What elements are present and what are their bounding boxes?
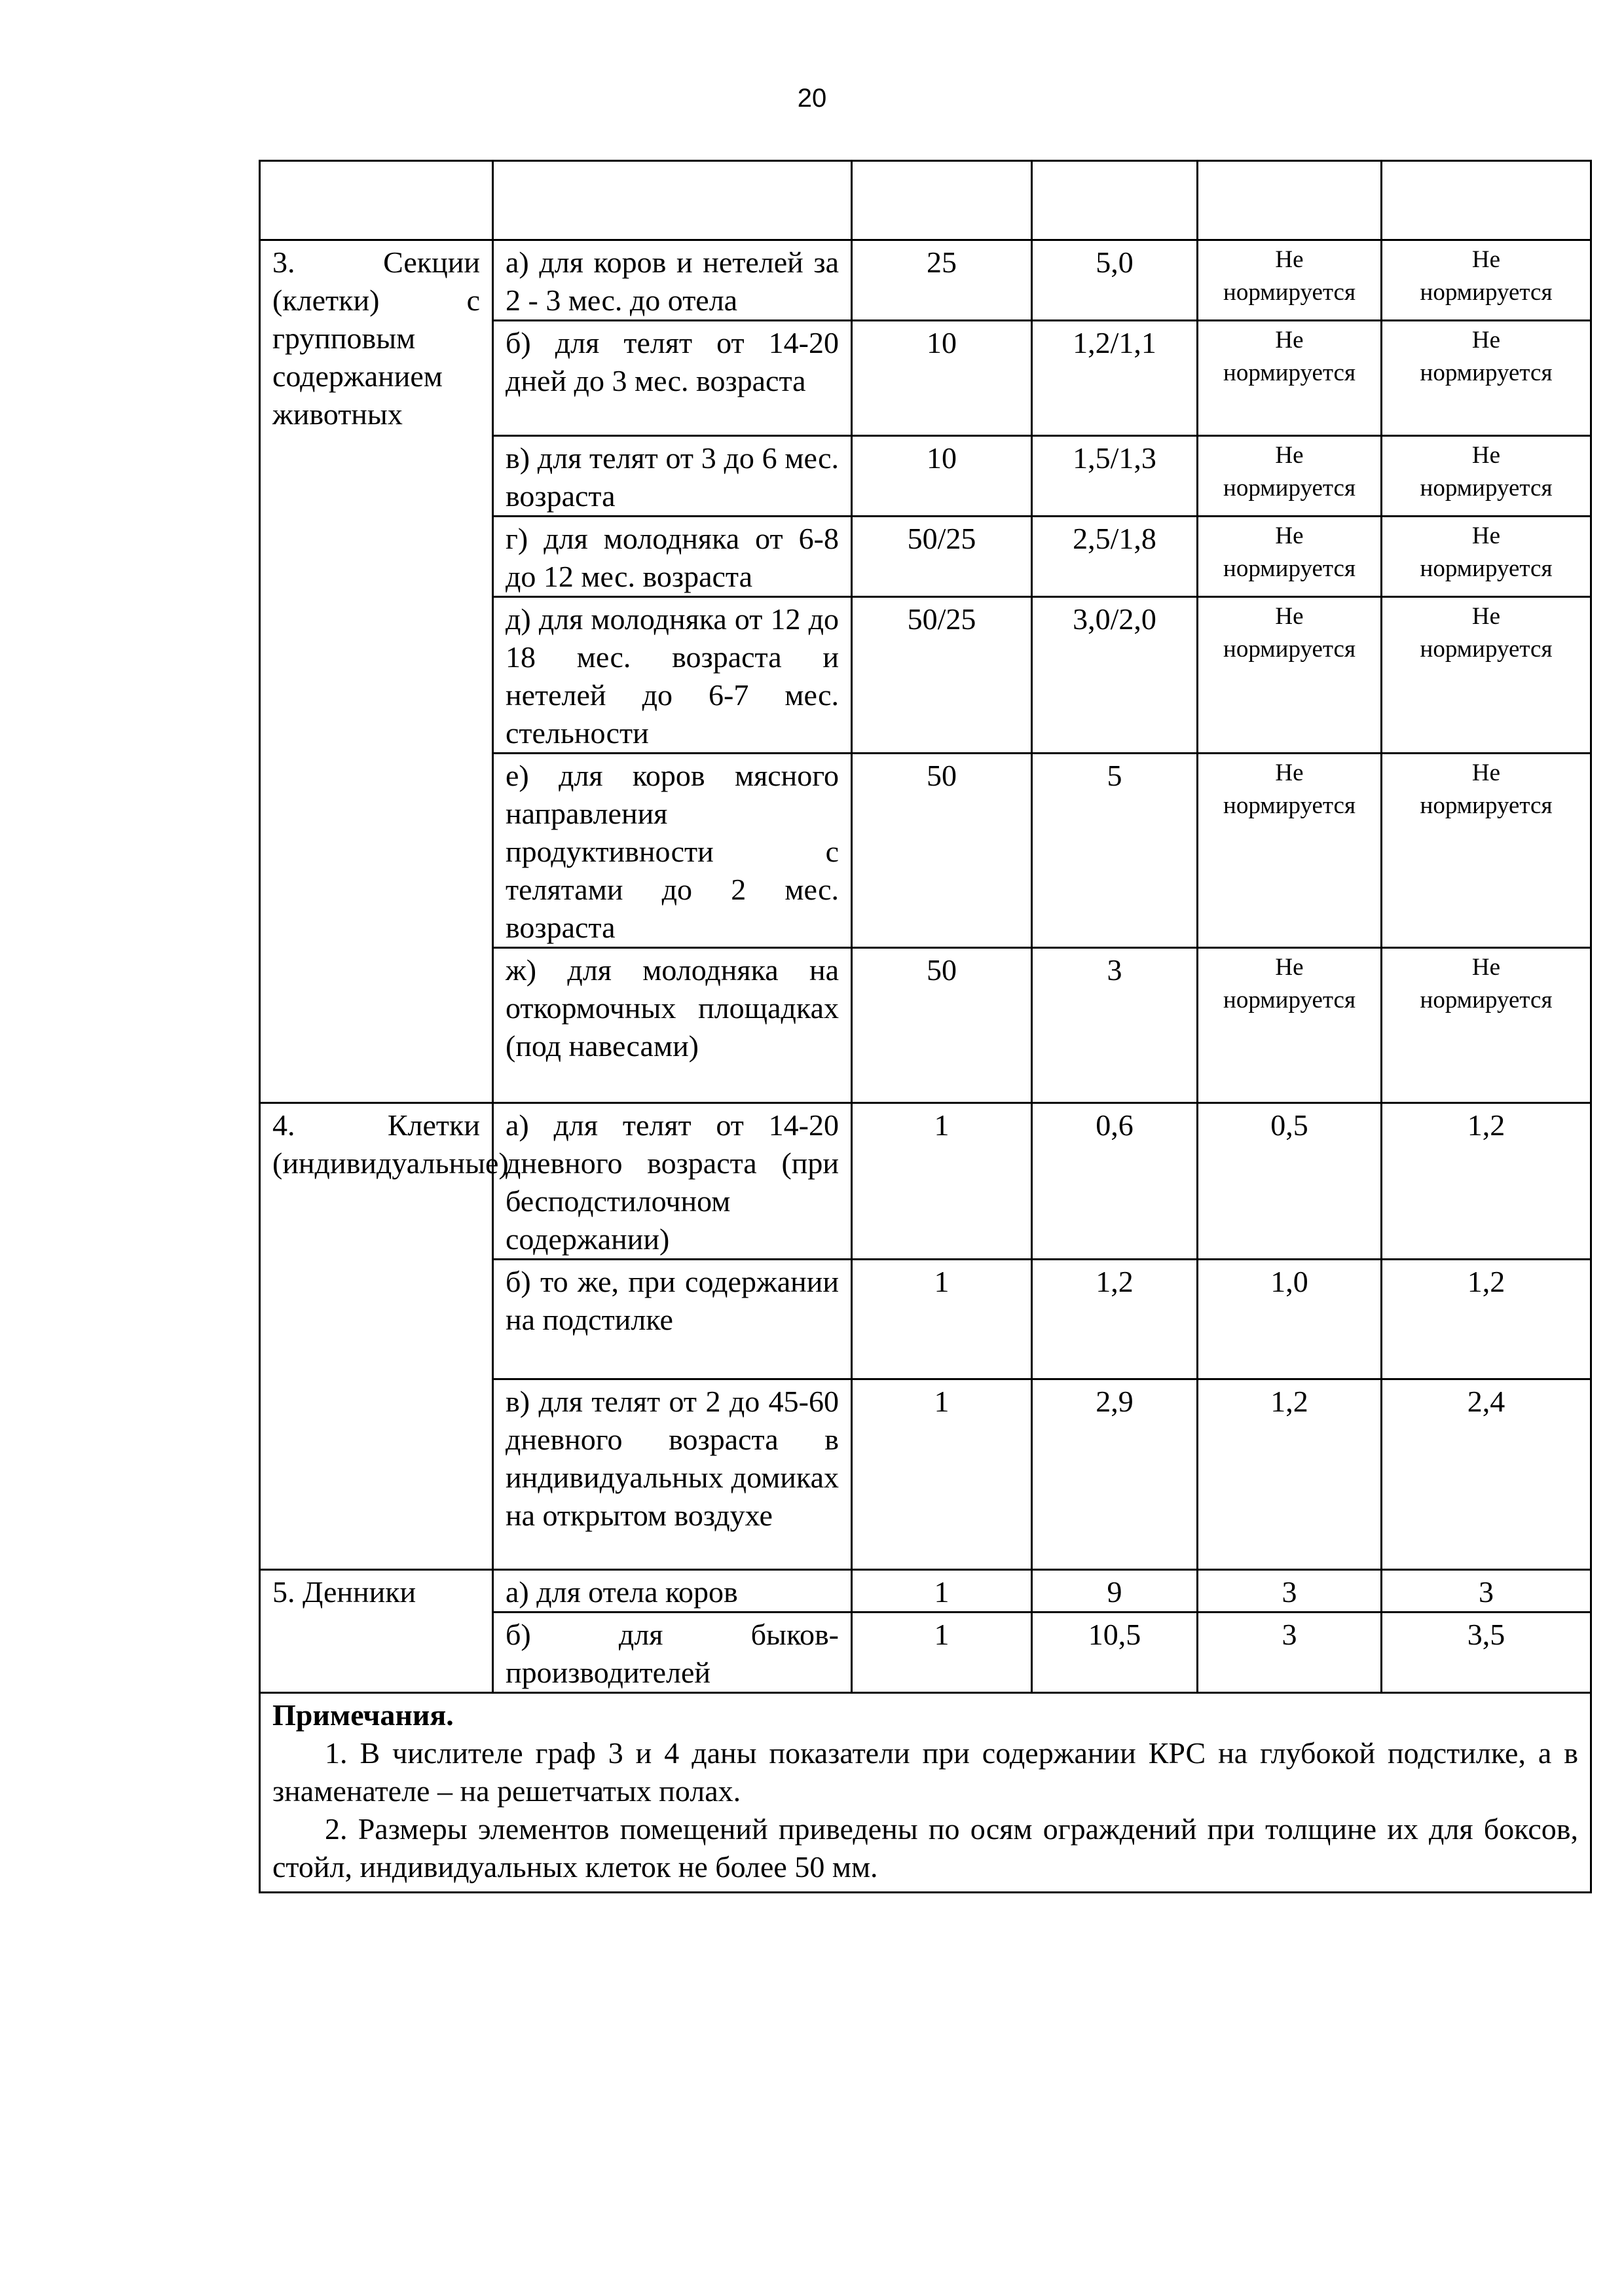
nn-line1: Не: [1275, 522, 1304, 549]
value-cell: 3,0/2,0: [1032, 597, 1198, 754]
value-cell: 50/25: [852, 597, 1032, 754]
row-name: д) для молодняка от 12 до 18 мес. возраста и нетелей до 6-7 мес. стельности: [493, 597, 852, 754]
value-cell: 3: [1032, 948, 1198, 1103]
nn-line2: нормируется: [1223, 475, 1356, 501]
header-cell: [1032, 161, 1198, 240]
value-cell: 1: [852, 1570, 1032, 1613]
page-number: 20: [797, 84, 827, 113]
nn-line2: нормируется: [1420, 555, 1553, 582]
value-cell: 25: [852, 240, 1032, 321]
value-cell: 10: [852, 321, 1032, 436]
value-cell: 5: [1032, 754, 1198, 948]
row-name: г) для молодняка от 6-8 до 12 мес. возраста: [493, 517, 852, 597]
not-normed-cell: [1382, 754, 1591, 948]
value-cell: 1,0: [1198, 1260, 1382, 1379]
value-cell: 5,0: [1032, 240, 1198, 321]
value-cell: 50/25: [852, 517, 1032, 597]
header-cell: [260, 161, 493, 240]
value-cell: 1: [852, 1379, 1032, 1570]
row-name: б) то же, при содержании на подстилке: [493, 1260, 852, 1379]
header-cell: [1382, 161, 1591, 240]
value-cell: 3: [1198, 1570, 1382, 1613]
row-name: в) для телят от 3 до 6 мес. возраста: [493, 436, 852, 517]
nn-line2: нормируется: [1420, 359, 1553, 386]
value-cell: 0,6: [1032, 1103, 1198, 1260]
value-cell: 50: [852, 754, 1032, 948]
table-row: [260, 1103, 1591, 1260]
value-cell: 1,2/1,1: [1032, 321, 1198, 436]
value-cell: 1,2: [1382, 1103, 1591, 1260]
nn-line2: нормируется: [1420, 279, 1553, 306]
nn-line1: Не: [1275, 603, 1304, 630]
not-normed-cell: [1382, 436, 1591, 517]
row-name: в) для телят от 2 до 45-60 дневного возраста в индивидуальных домиках на открытом воздухе: [493, 1379, 852, 1570]
nn-line2: нормируется: [1223, 555, 1356, 582]
value-cell: 10: [852, 436, 1032, 517]
nn-line1: Не: [1471, 442, 1501, 469]
value-cell: 2,5/1,8: [1032, 517, 1198, 597]
nn-line2: нормируется: [1223, 792, 1356, 819]
value-cell: 2,4: [1382, 1379, 1591, 1570]
nn-line1: Не: [1471, 327, 1501, 354]
header-cell: [852, 161, 1032, 240]
note-item: 1. В числителе граф 3 и 4 даны показатели при содержании КРС на глубокой подстилке, а в знаменателе – на решетчатых полах.: [272, 1736, 1578, 1808]
value-cell: 3,5: [1382, 1613, 1591, 1693]
nn-line1: Не: [1471, 246, 1501, 273]
nn-line1: Не: [1471, 954, 1501, 981]
nn-line1: Не: [1471, 759, 1501, 786]
table-row: [260, 1570, 1591, 1613]
nn-line1: Не: [1275, 954, 1304, 981]
value-cell: 1,2: [1198, 1379, 1382, 1570]
not-normed-cell: [1198, 517, 1382, 597]
value-cell: 2,9: [1032, 1379, 1198, 1570]
row-name: а) для коров и нетелей за 2 - 3 мес. до отела: [493, 240, 852, 321]
nn-line1: Не: [1275, 759, 1304, 786]
nn-line2: нормируется: [1420, 475, 1553, 501]
table-row: [260, 240, 1591, 321]
not-normed-cell: [1382, 240, 1591, 321]
not-normed-cell: [1382, 321, 1591, 436]
value-cell: 1,2: [1032, 1260, 1198, 1379]
row-name: б) для быков-производителей: [493, 1613, 852, 1693]
nn-line1: Не: [1275, 442, 1304, 469]
not-normed-cell: [1198, 240, 1382, 321]
not-normed-cell: [1198, 948, 1382, 1103]
value-cell: 9: [1032, 1570, 1198, 1613]
not-normed-cell: [1198, 321, 1382, 436]
notes-cell: [260, 1693, 1591, 1893]
row-name: а) для телят от 14-20 дневного возраста (при бесподстилочном содержании): [493, 1103, 852, 1260]
header-row-empty: [260, 161, 1591, 240]
nn-line1: Не: [1471, 522, 1501, 549]
row-name: ж) для молодняка на откормочных площадках (под навесами): [493, 948, 852, 1103]
value-cell: 3: [1382, 1570, 1591, 1613]
nn-line2: нормируется: [1420, 636, 1553, 663]
nn-line2: нормируется: [1223, 987, 1356, 1013]
nn-line2: нормируется: [1420, 792, 1553, 819]
nn-line2: нормируется: [1223, 359, 1356, 386]
row-name: а) для отела коров: [493, 1570, 852, 1613]
note-item: 2. Размеры элементов помещений приведены по осям ограждений при толщине их для боксов, стойл, индивидуальных клеток не более 50 мм.: [272, 1812, 1578, 1884]
row-name: б) для телят от 14-20 дней до 3 мес. возраста: [493, 321, 852, 436]
not-normed-cell: [1198, 597, 1382, 754]
value-cell: 10,5: [1032, 1613, 1198, 1693]
nn-line2: нормируется: [1223, 279, 1356, 306]
value-cell: 3: [1198, 1613, 1382, 1693]
norms-table: [259, 160, 1592, 1893]
row-name: е) для коров мясного направления продуктивности с телятами до 2 мес. возраста: [493, 754, 852, 948]
nn-line2: нормируется: [1420, 987, 1553, 1013]
notes-row: [260, 1693, 1591, 1893]
group-title: 4. Клетки (индивидуальные): [260, 1103, 493, 1570]
not-normed-cell: [1198, 754, 1382, 948]
value-cell: 1,2: [1382, 1260, 1591, 1379]
value-cell: 0,5: [1198, 1103, 1382, 1260]
header-cell: [493, 161, 852, 240]
header-cell: [1198, 161, 1382, 240]
nn-line1: Не: [1471, 603, 1501, 630]
not-normed-cell: [1382, 948, 1591, 1103]
not-normed-cell: [1382, 517, 1591, 597]
notes-heading: Примечания.: [272, 1698, 454, 1732]
not-normed-cell: [1198, 436, 1382, 517]
not-normed-cell: [1382, 597, 1591, 754]
nn-line1: Не: [1275, 327, 1304, 354]
value-cell: 1: [852, 1260, 1032, 1379]
group-title: 5. Денники: [260, 1570, 493, 1693]
value-cell: 1: [852, 1103, 1032, 1260]
value-cell: 1: [852, 1613, 1032, 1693]
value-cell: 1,5/1,3: [1032, 436, 1198, 517]
nn-line2: нормируется: [1223, 636, 1356, 663]
nn-line1: Не: [1275, 246, 1304, 273]
group-title: 3. Секции (клетки) с групповым содержанием животных: [260, 240, 493, 1103]
value-cell: 50: [852, 948, 1032, 1103]
